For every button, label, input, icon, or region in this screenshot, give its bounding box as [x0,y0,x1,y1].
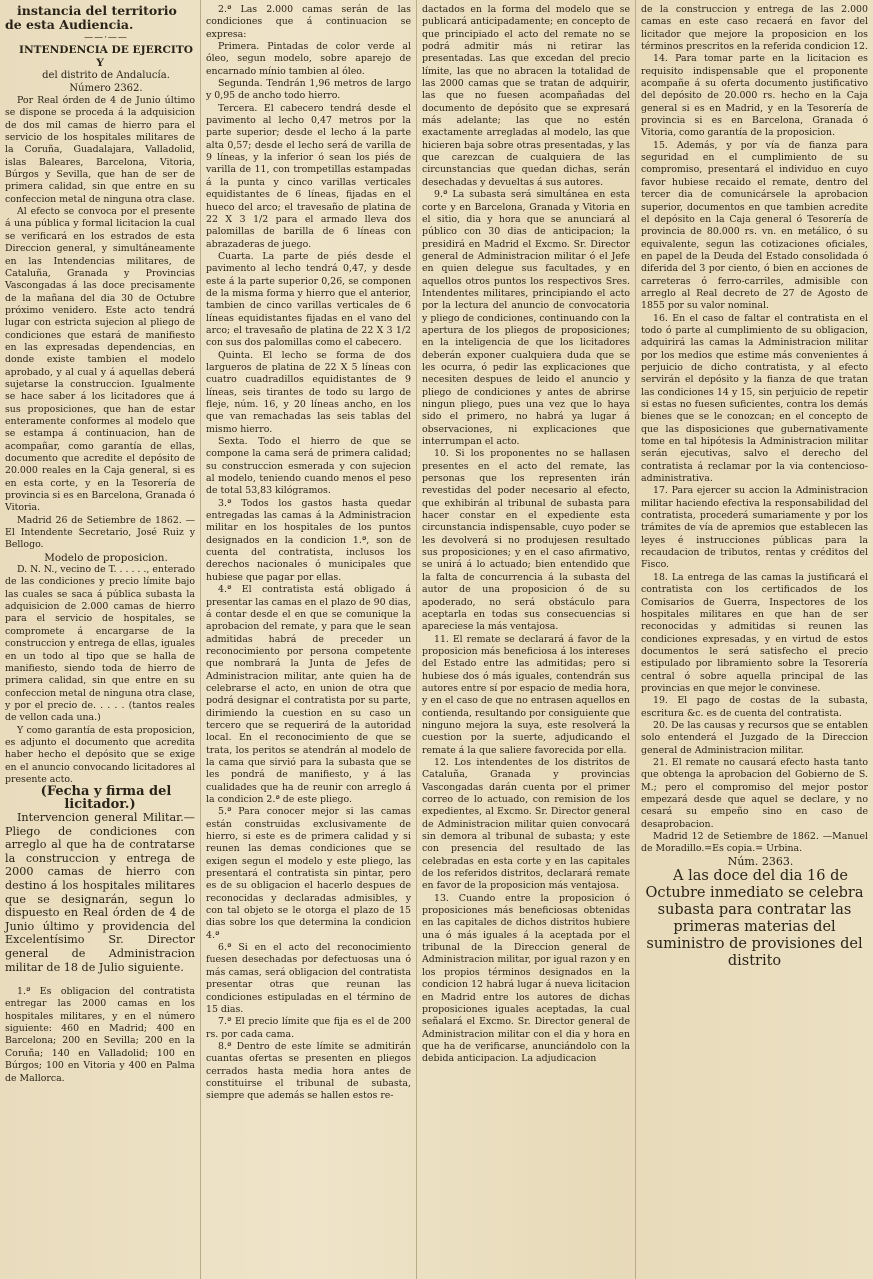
signature-placeholder: (Fecha y firma del licitador.) [40,784,172,812]
paragraph: 11. El remate se declarará á favor de la proposicion más beneficiosa á los intereses del Estado entre las admitidas; pero si hubiese dos ó más iguales, contendrán sus autores entre sí por espacio de media hora, y en el caso de que no entrasen aquellos en contienda, resultando por consiguiente que ninguno mejora la suya, este resolverá la cuestion por la suerte, adjudicando el remate á la que saliere favorecida por ella. [422,633,630,756]
paragraph: 19. El pago de costas de la subasta, escritura &c. es de cuenta del contratista. [641,695,868,719]
paragraph: Cuarta. La parte de piés desde el pavimento al lecho tendrá 0,47, y desde este á la parte superior 0,26, se componen de la misma forma y hierro que el anterior, tambien de cinco varillas verticales de 6 líneas equidistantes fijadas en el vano del arco; el travesaño de platina de 22 X 3 1/2 con sus dos palomillas como el cabecero. [206,250,411,349]
paragraph: 5.ª Para conocer mejor si las camas están construidas exclusivamente de hierro, si este es de primera calidad y si reunen las demas condiciones que se exigen segun el modelo y este pliego, las presentará el contratista sin pintar, pero es de su obligacion el hacerlo despues de reconocidas y declaradas admisibles, y con tal objeto se le otorga el plazo de 15 dias sobre los que determina la condicion 4.ª [206,806,411,941]
paragraph: 4.ª El contratista está obligado á presentar las camas en el plazo de 90 dias, á contar desde el en que se comunique la aprobacion del remate, y para que le sean admitidas habrá de preceder un reconocimiento por persona competente que nombrará la Junta de Jefes de Administracion militar, ante quien ha de celebrarse el acto, en union de otra que podrá designar el contratista por su parte, dirimiendo la cuestion en su caso un tercero que se requerirá de la autoridad local. En el reconocimiento de que se trata, los peritos se atendrán al modelo de la cama que sirvió para la subasta que se les pondrá de manifiesto, y á las cualidades que ha de reunir con arreglo á la condicion 2.ª de este pliego. [206,584,411,805]
column-4 [636,0,873,1279]
divider: ——·—— [84,33,128,43]
paragraph: 7.ª El precio límite que fija es el de 200 rs. por cada cama. [206,1016,411,1040]
subheading: Modelo de proposicion. [44,551,168,564]
paragraph: dactados en la forma del modelo que se publicará anticipadamente; en concepto de que principiado el acto del remate no se podrá admitir más ni retirar las presentadas. Las que excedan del precio límite, las que no abracen la totalidad de las 2000 camas que se tratan de adquirir, las que no fuesen acompañadas del documento de depósito que se expresará más adelante; las que no estén exactamente arregladas al modelo, las que hicieren baja sobre otras presentadas, y las que carezcan de cualquiera de las circunstancias que quedan dichas, serán desechadas y devueltas á sus autores. [422,4,630,188]
paragraph: Primera. Pintadas de color verde al óleo, segun modelo, sobre aparejo de encarnado mínio tambien al óleo. [206,41,411,77]
signature-line: Madrid 12 de Setiembre de 1862. —Manuel de Moradillo.=Es copia.= Urbina. [641,831,868,855]
paragraph: 1.ª Es obligacion del contratista entregar las 2000 camas en los hospitales militares, y en el número siguiente: 460 en Madrid; 400 en Barcelona; 200 en Sevilla; 200 en la Coruña; 140 en Valladolid; 100 en Búrgos; 100 en Vitoria y 400 en Palma de Mallorca. [5,986,195,1084]
paragraph: Tercera. El cabecero tendrá desde el pavimento al lecho 0,47 metros por la parte superior; desde el lecho á la parte alta 0,57; desde el lecho será de varilla de 9 líneas, y la inferior ó sean los piés de varilla de 11, con trompetillas estampadas á la punta y cinco varillas verticales equidistantes de 6 líneas, fijadas en el hueco del arco; el travesaño de platina de 22 X 3 1/2 para el armado lleva dos palomillas de barilla de 6 líneas con abrazaderas de juego. [206,102,411,250]
paragraph: D. N. N., vecino de T. . . . . ., enterado de las condiciones y precio límite bajo las cuales se saca á pública subasta la adquisicion de 2.000 camas de hierro para el servicio de hospitales, se compromete á encargarse de la construccion y entrega de ellas, iguales en un todo al tipo que se halla de manifiesto, siendo toda de hierro de primera calidad, sin que entre en su confeccion metal de ninguna otra clase, y por el precio de. . . . . (tantos reales de vellon cada una.) [5,564,195,724]
paragraph: 6.ª Si en el acto del reconocimiento fuesen desechadas por defectuosas una ó más camas, será obligacion del contratista presentar otras que reunan las condiciones estipuladas en el término de 15 dias. [206,942,411,1015]
paragraph: Por Real órden de 4 de Junio último se dispone se proceda á la adquisicion de dos mil camas de hierro para el servicio de los hospitales militares de la Coruña, Guadalajara, Valladolid, islas Baleares, Barcelona, Vitoria, Búrgos y Sevilla, que han de ser de primera calidad, sin que entre en su confeccion metal de ninguna otra clase. [5,95,195,205]
paragraph: 12. Los intendentes de los distritos de Cataluña, Granada y provincias Vascongadas darán cuenta por el primer correo de lo actuado, con remision de los expedientes, al Excmo. Sr. Director general de Administracion militar quien convocará sin demora al tribunal de subasta; y este con presencia del resultado de las celebradas en esta corte y en las capitales de los referidos distritos, declarará remate en favor de la proposicion más ventajosa. [422,756,630,892]
paragraph: 3.ª Todos los gastos hasta quedar entregadas las camas á la Administracion militar en los hospitales de los puntos designados en la condicion 1.ª, son de cuenta del contratista, inclusos los derechos nacionales ó municipales que hubiese que pagar por ellas. [206,497,411,583]
paragraph: 17. Para ejercer su accion la Administracion militar haciendo efectiva la responsabilidad del contratista, procederá sumariamente y por los trámites de vía de apremios que establecen las leyes é instrucciones públicas para la recaudacion de tributos, rentas y créditos del Fisco. [641,485,868,571]
announcement-heading: A las doce del dia 16 de Octubre inmediato se celebra subasta para contratar las primeras materias del suministro de provisiones del distrito [645,868,864,970]
notice-number: Número 2362. [69,82,143,94]
paragraph: 10. Si los proponentes no se hallasen presentes en el acto del remate, las personas que los representen irán revestidas del poder necesario al efecto, que exhibirán al tribunal de subasta para hacer constar en el expediente esta circunstancia indispensable, cuyo poder se les devolverá si no produjesen resultado sus proposiciones; y en el caso afirmativo, se unirá á lo actuado; bien entendido que la falta de concurrencia á la subasta del autor de una proposicion ó de su apoderado, no será obstáculo para aceptarla en todas sus consecuencias si apareciese la más ventajosa. [422,448,630,633]
paragraph: 18. La entrega de las camas la justificará el contratista con los certificados de los Comisarios de Guerra, Inspectores de los hospitales militares en que han de ser reconocidas y admitidas si reunen las condiciones expresadas, y en virtud de estos documentos le será satisfecho el precio estipulado por libramiento sobre la Tesorería central ó sobre aquella principal de las provincias en que mejor le convinese. [641,571,868,694]
notice-number: Núm. 2363. [727,854,794,868]
column-1 [0,0,201,1279]
paragraph: 20. De las causas y recursos que se entablen solo entenderá el Juzgado de la Direccion general de Administracion militar. [641,719,868,756]
paragraph: Intervencion general Militar.— Pliego de condiciones con arreglo al que ha de contratarse la construccion y entrega de 2000 camas de hierro con destino á los hospitales militares que se designarán, segun lo dispuesto en Real órden de 4 de Junio último y providencia del Excelentísimo Sr. Director general de Administracion militar de 18 de Julio siguiente. [5,810,195,974]
paragraph: de la construccion y entrega de las 2.000 camas en este caso recaerá en favor del licitador que mejore la proposicion en los términos prescritos en la referida condicion 12. [641,4,868,53]
paragraph: Y como garantía de esta proposicion, es adjunto el documento que acredita haber hecho el depósito que se exige en el anuncio convocando licitadores al presente acto. [5,724,195,785]
signature-line: Madrid 26 de Setiembre de 1862. —El Intendente Secretario, José Ruiz y Bellogo. [5,514,195,551]
paragraph: 2.ª Las 2.000 camas serán de las condiciones que á continuacion se expresa: [206,4,411,40]
paragraph: Al efecto se convoca por el presente á una pública y formal licitacion la cual se verificará en los estrados de esta Direccion general, y simultáneamente en las Intendencias militares, de Cataluña, Granada y Provincias Vascongadas á las doce precisamente de la mañana del dia 30 de Octubre próximo venidero. Este acto tendrá lugar con estricta sujecion al pliego de condiciones que estará de manifiesto en las expresadas dependencias, en donde existe tambien el modelo aprobado, y al cual y á aquellas deberá sujetarse la construccion. Igualmente se hace saber á los licitadores que á sus proposiciones, que han de estar enteramente conformes al modelo que se estampa á continuacion, han de acompañar, como garantía de ellas, documento que acredite el depósito de 20.000 reales en la Caja general, si es en esta corte, y en la Tesorería de provincia si es en Barcelona, Granada ó Vitoria. [5,206,195,514]
paragraph: 16. En el caso de faltar el contratista en el todo ó parte al cumplimiento de su obligacion, adquirirá las camas la Administracion militar por los medios que estime más convenientes á perjuicio de dicho contratista, y al efecto servirán el depósito y la fianza de que tratan las condiciones 14 y 15, sin perjuicio de repetir si estas no fuesen suficientes, contra los demás bienes que se le conozcan; en el concepto de que las disposiciones que gubernativamente tome en tal hipótesis la Administracion militar serán ejecutivas, salvo el derecho del contratista á reclamar por la via contencioso-administrativa. [641,312,868,485]
paragraph: 14. Para tomar parte en la licitacion es requisito indispensable que el proponente acompañe á su oferta documento justificativo del depósito de 20.000 rs. hecho en la Caja general si es en Madrid, y en la Tesorería de provincia si es en Barcelona, Granada ó Vitoria, como garantía de la proposicion. [641,53,868,139]
column-heading: instancia del territorio de esta Audiencia. [5,3,177,32]
paragraph: Quinta. El lecho se forma de dos largueros de platina de 22 X 5 líneas con cuatro cuadradillos equidistantes de 9 líneas, seis tirantes de todo su largo de fleje, núm. 16, y 20 líneas ancho, en los que van remachadas las seis tablas del mismo hierro. [206,349,411,435]
column-2 [201,0,417,1279]
paragraph: 13. Cuando entre la proposicion ó proposiciones más beneficiosas obtenidas en las capitales de dichos distritos hubiere una ó más iguales á la aceptada por el tribunal de la Direccion general de Administracion militar, por igual razon y en los propios términos designados en la condicion 12 habrá lugar á nueva licitacion en Madrid entre los autores de dichas proposiciones iguales aceptadas, la cual señalará el Excmo. Sr. Director general de Administracion militar con el dia y hora en que ha de verificarse, anunciándolo con la debida anticipacion. La adjudicacion [422,892,630,1065]
paragraph: 8.ª Dentro de este límite se admitirán cuantas ofertas se presenten en pliegos cerrados hasta media hora antes de constituirse el tribunal de subasta, siempre que además se hallen estos re- [206,1040,411,1102]
paragraph: 9.ª La subasta será simultánea en esta corte y en Barcelona, Granada y Vitoria en el sitio, dia y hora que se anunciará al público con 30 dias de anticipacion; la presidirá en Madrid el Excmo. Sr. Director general de Administracion militar ó el Jefe en quien delegue sus facultades, y en aquellos otros puntos los respectivos Sres. Intendentes militares, principiando el acto por la lectura del anuncio de convocatoria y pliego de condiciones, continuando con la apertura de los pliegos de proposiciones; en la inteligencia de que los licitadores deberán exponer cualquiera duda que se les ocurra, ó pedir las explicaciones que necesiten despues de leido el anuncio y pliego de condiciones y antes de abrirse ningun pliego, pues una vez que lo haya sido el primero, no habrá ya lugar á observaciones, ni explicaciones que interrumpan el acto. [422,189,630,448]
paragraph: Sexta. Todo el hierro de que se compone la cama será de primera calidad; su construccion esmerada y con sujecion al modelo, teniendo cuando menos el peso de total 53,83 kilógramos. [206,436,411,497]
paragraph: 15. Además, y por vía de fianza para seguridad en el cumplimiento de su compromiso, presentará el individuo en cuyo favor hubiese recaido el remate, dentro del tercer dia de comunicársele la aprobacion superior, documentos en que tambien acredite el depósito en la Caja general ó Tesorería de provincia de 80.000 rs. vn. en metálico, ó su equivalente, segun las cotizaciones oficiales, en papel de la Deuda del Estado consolidada ó diferida del 3 por ciento, ó bien en acciones de carreteras ó ferro-carriles, admisible con arreglo al Real decreto de 27 de Agosto de 1855 por su valor nominal. [641,139,868,312]
paragraph: Segunda. Tendrán 1,96 metros de largo y 0,95 de ancho todo hierro. [206,78,411,102]
section-subtitle: del distrito de Andalucía. [42,70,170,82]
column-3 [417,0,636,1279]
section-title: INTENDENCIA DE EJERCITO Y [19,44,193,70]
paragraph: 21. El remate no causará efecto hasta tanto que obtenga la aprobacion del Gobierno de S. M.; pero el compromiso del mejor postor empezará desde que aquel se declare, y no cesará su empeño sino en caso de desaprobacion. [641,756,868,830]
